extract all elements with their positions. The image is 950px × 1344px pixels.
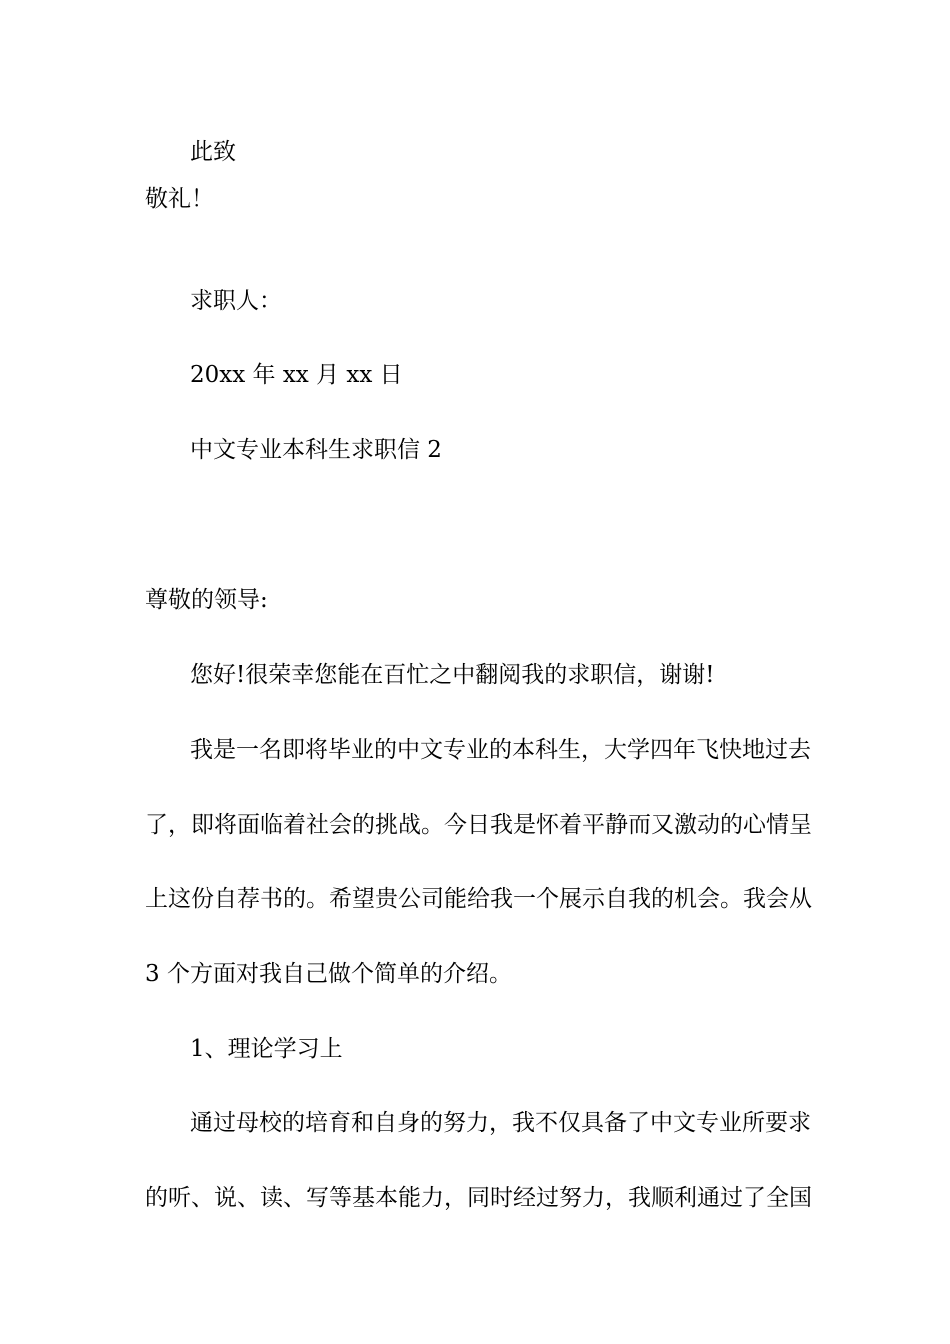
signature-label: 求职人： (190, 288, 282, 314)
salute-text: 敬礼！ (145, 186, 214, 212)
date-text: 20xx 年 xx 月 xx 日 (190, 362, 403, 388)
paragraph-3-line-1: 通过母校的培育和自身的努力，我不仅具备了中文专业所要求 (190, 1110, 811, 1136)
paragraph-2-line-4: 3 个方面对我自己做个简单的介绍。 (145, 961, 512, 987)
closing-text: 此致 (190, 139, 236, 165)
section-heading-1: 1、理论学习上 (190, 1036, 343, 1062)
second-letter-title: 中文专业本科生求职信 2 (190, 437, 442, 463)
paragraph-1: 您好!很荣幸您能在百忙之中翻阅我的求职信，谢谢! (190, 662, 715, 688)
paragraph-2-line-2: 了，即将面临着社会的挑战。今日我是怀着平静而又激动的心情呈 (145, 812, 812, 838)
paragraph-3-line-2: 的听、说、读、写等基本能力，同时经过努力，我顺利通过了全国 (145, 1185, 812, 1211)
paragraph-2-line-3: 上这份自荐书的。希望贵公司能给我一个展示自我的机会。我会从 (145, 886, 812, 912)
paragraph-2-line-1: 我是一名即将毕业的中文专业的本科生，大学四年飞快地过去 (190, 737, 811, 763)
greeting-text: 尊敬的领导: (145, 587, 268, 613)
